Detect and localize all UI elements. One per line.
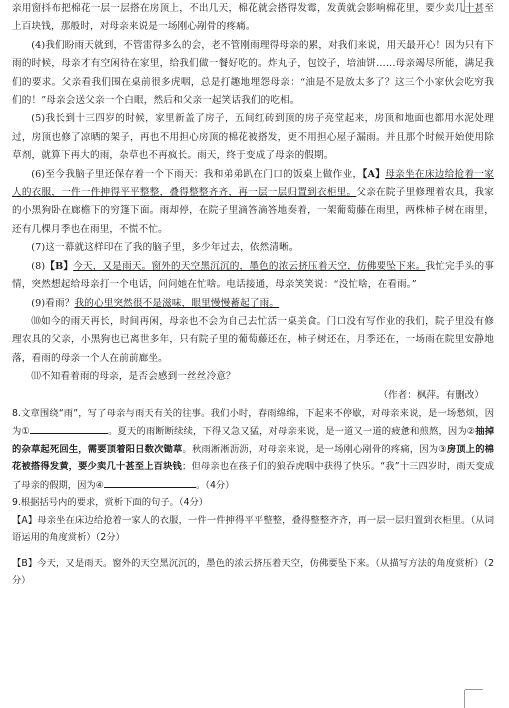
marker-b: 【B】 [45,260,74,272]
q8-answer-3: 房顶上的棉花被搭得发黄，要少卖几十甚至上百块钱 [12,443,494,473]
question-9-part-b: 【B】今天，又是雨天。窗外的天空黑沉沉的，墨色的浓云挤压着天空，仿佛要坠下来。（从描写方法的角度赏析）（2分） [12,557,494,587]
story-paragraph-3: 亲用窗抖布把棉花一层一层搭在房顶上，不出几天，棉花就会搭得发霉，发黄就会影响棉花里，要少卖几十甚至上百块钱，那般时，对母亲来说是一场刚心剐骨的疼痛。 [12,3,494,33]
marker-a: 【A】 [362,168,386,180]
story-paragraph-8 [12,258,494,295]
story-paragraph-10: ⑽如今的雨天再长，时间再闲，母亲也不会为自己去忙活一桌美食。门口没有写作业的我们，院子里没有修理农具的父亲，小黑狗也已离世多年，只有院子里的葡萄藤还在，柿子树还在，月季还在，一场雨在院里安静地落，看雨的母亲一个人在前前廊坐。 [12,315,494,364]
crop-mark-bottom-right-h [465,689,483,690]
p9-text-a: (9)看雨？ [31,297,75,309]
story-paragraph-11: ⑾不知看着雨的母亲，是否会感到一丝丝冷意？ [31,371,236,383]
answer-space-a [12,547,494,555]
q8-text-d: 。秋雨淅淅沥沥，对母亲来说，是一场刚心剐骨的疼痛，因为③ [182,443,447,455]
answer-blank-4[interactable] [104,476,196,488]
underlined-sentence-9: 我的心里突然很不是滋味，眼里慢慢蓄起了雨。 [74,297,280,309]
story-paragraph-6 [12,166,494,240]
answer-blank-1[interactable] [30,422,108,434]
question-9-part-a: 【A】母亲坐在床边给抢着一家人的衣服，一件一件抻得平平整整，叠得整整齐齐，再一层一层归置到衣柜里。（从词语运用的角度赏析）（2分） [12,514,494,544]
underlined-sentence-a: 母亲坐在床边给抢着一家人的衣服，一件一件抻得平平整整，叠得整整齐齐，再一层一层归置到衣柜里。 [12,168,494,199]
p8-text-c: 我忙完手头的事情，突然想起给母亲打一个电话，问问她在忙啥。电话接通，母亲笑笑说：“没忙啥，在看雨。” [12,260,494,291]
question-9-title: 9.根据括号内的要求，赏析下面的句子。（4分） [12,497,209,509]
story-paragraph-5: (5)我长到十三四岁的时候，家里新盖了房子，五间红砖到顶的房子亮堂起来，房顶和地面也都用水泥处理过，房顶也修了凉晒的架子，再也不用担心房顶的棉花被搭发，更不用担心屋子漏雨。并且那个时候开始使用除草剂，就算下再大的雨，杂草也不再疯长。雨天，终于变成了母亲的假期。 [12,113,494,162]
q8-text-f: ；但母亲也在孩子们的狼吞虎咽中获得了快乐。“我”十三四岁时，雨天变成了母亲的假期，因为④ [12,461,494,491]
underlined-sentence-b: 今天，又是雨天。窗外的天空黑沉沉的，墨色的浓云挤压着天空，仿佛要坠下来。 [73,260,426,272]
q8-answer-2: 抽掉的杂草起死回生，需要顶着阳日数次锄草 [12,426,494,455]
p6-text-c: 父亲在院子里修理着农具，我家的小黑狗卧在廊檐下的穷篷下面。 [12,187,495,217]
p6-text-d: 雨却停，在院子里滴答滴答地奏着，一架葡萄藤在雨里，两株柿子树在雨里，还有几棵月季也在雨里，不慌不忙。 [12,205,494,235]
p8-number: (8) [31,260,46,272]
story-paragraph-4: (4)我们盼雨天就到，不管雷得多么的会，老不管刚雨理得母亲的累，对我们来说，用天最开心！因为只有下雨的时候，母亲才有空闲待在家里，给我们做一餐好吃的。炸丸子，包饺子，培油饼……母亲竭尽所能，满足我们的要求。父亲看我们围在桌前很多虎咽，总是打趣地埋怨母亲：“油是不是放太多了？这三个小家伙会吃穷我们的！”母亲会送父亲一个白眼，然后和父亲一起笑话我们的吃相。 [12,39,494,107]
author-credit: （作者：枫萍。有删改） [378,389,484,401]
crop-mark-bottom-right-v [464,690,465,708]
question-8 [12,405,494,495]
story-paragraph-7: (7)这一幕就这样印在了我的脑子里，多少年过去，依然清晰。 [31,242,299,254]
q8-text-g: 。（4分） [196,479,235,491]
story-paragraph-9 [12,295,494,313]
document-page [12,0,494,590]
q8-text-a: 8.文章围绕“雨”，写了母亲与雨天有关的往事。我们小时，春雨绵绵，下起来不停歇，对母亲来说，是一场愁烦，因为① [12,407,494,438]
q8-text-b: 。夏天的雨断断续续，下得又急又猛，对母亲来说，是一道又一道的疲惫和煎熬，因为② [107,426,476,438]
p6-text-a: (6)至今我脑子里还保存着一个下雨天：我和弟弟趴在门口的饭桌上做作业， [31,168,363,180]
